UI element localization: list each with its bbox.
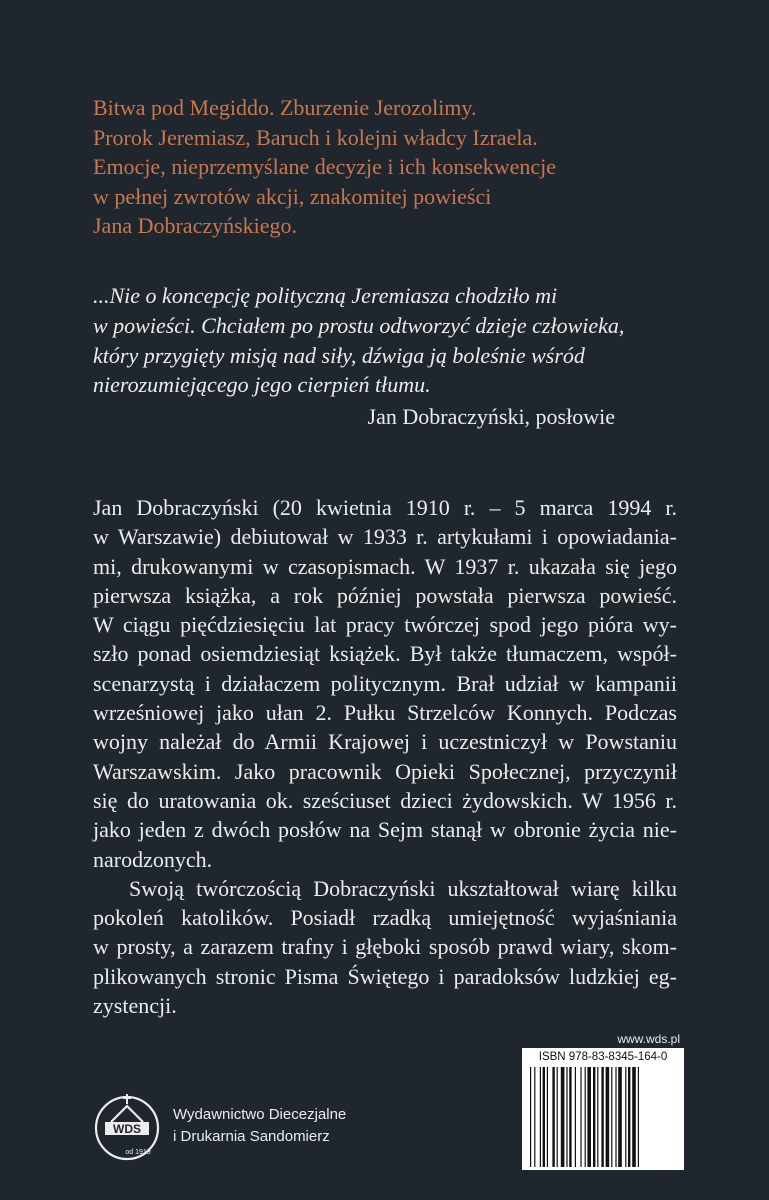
bio-line: Warszawskim. Jako pracownik Opieki Społecznej, przyczynił: [93, 758, 677, 784]
bio-line: Jan Dobraczyński (20 kwietnia 1910 r. – 5 marca 1994 r.: [93, 495, 677, 520]
blurb-line: Jana Dobraczyńskiego.: [93, 213, 298, 238]
bio-line: w Warszawie) debiutował w 1933 r. artykułami i opowiadania-: [93, 524, 677, 550]
barcode-bar: [625, 1067, 626, 1167]
barcode-bar: [569, 1067, 571, 1167]
barcode-bar: [601, 1067, 603, 1167]
barcode-bar: [557, 1067, 558, 1167]
publisher-name: [173, 1104, 346, 1148]
blurb: [93, 93, 653, 241]
barcode-bar: [540, 1067, 541, 1167]
logo-text: WDS: [113, 1122, 141, 1136]
bio-line: scenarzystą i działaczem politycznym. Brał udział w kampanii: [93, 670, 677, 696]
bio-line: pokoleń katolików. Posiadł rzadką umiejętność wyjaśniania: [93, 905, 677, 931]
blurb-line: Emocje, nieprzemyślane decyzje i ich konsekwencje: [93, 154, 557, 179]
bio-line: W ciągu pięćdziesięciu lat pracy twórczej spod jego pióra wy-: [93, 612, 677, 638]
barcode-bar: [615, 1067, 616, 1167]
bio-line: plikowanych stronic Pisma Świętego i paradoksów ludzkiej eg-: [93, 963, 677, 989]
barcode-bar: [632, 1067, 636, 1167]
bio-line: mi, drukowanymi w czasopismach. W 1937 r. ukazała się jego: [93, 553, 677, 579]
logo-year: od 1919: [125, 1149, 151, 1156]
isbn-text: ISBN 978-83-8345-164-0: [538, 1051, 668, 1063]
barcode-bar: [552, 1067, 554, 1167]
bio-line: zystencji.: [93, 993, 177, 1019]
bio-line: wrześniowej jako ułan 2. Pułku Strzelców Konnych. Podczas: [93, 700, 677, 726]
bio-line: Swoją twórczością Dobraczyński ukształtował wiarę kilku: [129, 875, 677, 901]
barcode-box: [522, 1030, 684, 1170]
barcode-bar: [580, 1067, 581, 1167]
author-quote: [93, 281, 623, 400]
bio-line: wojny należał do Armii Krajowej i uczestniczył w Powstaniu: [93, 729, 677, 755]
publisher-name-line1: Wydawnictwo Diecezjalne: [173, 1106, 347, 1123]
barcode-bar: [534, 1067, 535, 1167]
bio-line: jako jeden z dwóch posłów na Sejm stanął w obronie życia nie-: [93, 817, 677, 843]
barcode-bar: [561, 1067, 565, 1167]
bio-line: pierwsza książka, a rok później powstała pierwsza powieść.: [93, 582, 677, 608]
quote-attribution: Jan Dobraczyński, posłowie: [367, 404, 615, 429]
publisher-name-line2: i Drukarnia Sandomierz: [173, 1128, 330, 1145]
blurb-line: Prorok Jeremiasz, Baruch i kolejni władcy Izraela.: [93, 124, 538, 150]
barcode-bar: [611, 1067, 612, 1167]
barcode-bar: [628, 1067, 630, 1167]
barcode-bar: [638, 1067, 639, 1167]
blurb-line: Bitwa pod Megiddo. Zburzenie Jerozolimy.: [93, 95, 477, 120]
barcode-bar: [543, 1067, 545, 1167]
author-bio: [93, 493, 677, 1020]
bio-line: się do uratowania ok. sześciuset dzieci żydowskich. W 1956 r.: [93, 787, 677, 813]
quote-line: który przygięty misją nad siły, dźwiga ją boleśnie wśród: [93, 342, 585, 368]
quote-line: w powieści. Chciałem po prostu odtworzyć dzieje człowieka,: [93, 312, 625, 338]
bio-line: w prosty, a zarazem trafny i głęboki sposób prawd wiary, skom-: [93, 934, 677, 960]
bio-line: szło ponad osiemdziesiąt książek. Był także tłumaczem, współ-: [93, 641, 677, 667]
barcode-bar: [597, 1067, 598, 1167]
blurb-line: w pełnej zwrotów akcji, znakomitej powieści: [93, 183, 492, 209]
barcode-icon: [528, 1067, 678, 1167]
quote-line: nierozumiejącego jego cierpień tłumu.: [93, 372, 431, 398]
barcode-bar: [585, 1067, 586, 1167]
barcode-bar: [547, 1067, 548, 1167]
bio-line: narodzonych.: [93, 846, 213, 872]
barcode-bar: [606, 1067, 610, 1167]
barcode-bar: [618, 1067, 622, 1167]
barcode-bar: [566, 1067, 567, 1167]
barcode-bar: [593, 1067, 595, 1167]
wds-logo-icon: [93, 1088, 177, 1172]
quote-line: ...Nie o koncepcję polityczną Jeremiasza chodziło mi: [93, 283, 558, 308]
barcode-bar: [587, 1067, 591, 1167]
website-url: www.wds.pl: [522, 1030, 684, 1048]
barcode-bar: [575, 1067, 576, 1167]
publisher-block: [93, 1088, 393, 1178]
barcode-bar: [530, 1067, 531, 1167]
